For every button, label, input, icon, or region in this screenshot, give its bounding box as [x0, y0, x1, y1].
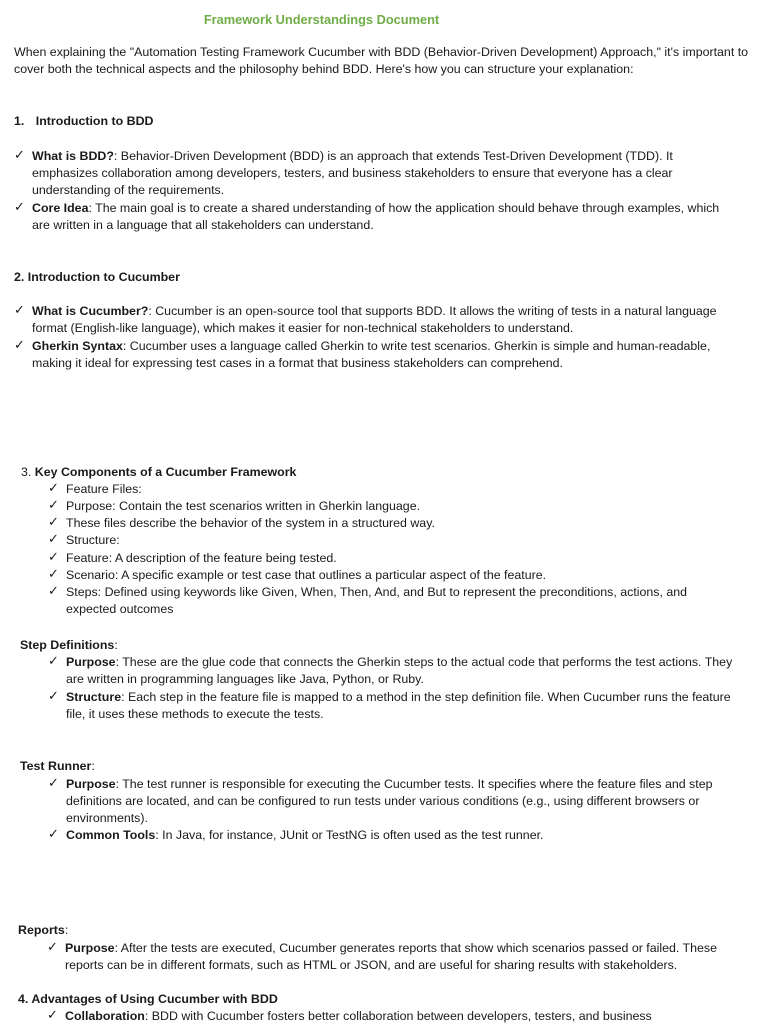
item-text: : Behavior-Driven Development (BDD) is an approach that extends Test-Driven Development (TDD). It emphasizes collaboration among developers, testers, and business stakeholders to ensure that everyone has a clear understanding of the requirements.	[32, 149, 673, 198]
item-text: : Cucumber uses a language called Gherkin to write test scenarios. Gherkin is simple and human-readable, making it ideal for expressing test cases in a format that business stakeholders can comprehend.	[32, 339, 711, 371]
checkmark-icon: ✓	[47, 1007, 58, 1022]
checkmark-icon: ✓	[14, 337, 25, 352]
item-text: : In Java, for instance, JUnit or TestNG is often used as the test runner.	[155, 828, 544, 842]
list-item	[48, 775, 756, 828]
item-term: What is BDD?	[32, 149, 114, 163]
section-4-heading: 4. Advantages of Using Cucumber with BDD	[18, 992, 278, 1006]
list-item	[48, 549, 736, 567]
checkmark-icon: ✓	[48, 531, 59, 546]
item-term: Collaboration	[65, 1009, 145, 1023]
item-text: : Cucumber is an open-source tool that supports BDD. It allows the writing of tests in a natural language format (English-like language), which makes it easier for non-technical stakeholders to understand.	[32, 304, 717, 336]
item-text: : BDD with Cucumber fosters better collaboration between developers, testers, and business	[144, 1009, 652, 1023]
reports-heading	[18, 922, 68, 939]
list-item	[14, 147, 732, 200]
test-runner-heading	[20, 758, 95, 775]
list-item	[48, 688, 748, 723]
list-item	[48, 566, 736, 584]
list-item	[48, 480, 736, 498]
item-term: Common Tools	[66, 828, 156, 842]
checkmark-icon: ✓	[48, 653, 59, 668]
section-2-heading: 2. Introduction to Cucumber	[14, 270, 180, 284]
item-text: : After the tests are executed, Cucumber generates reports that show which scenarios passed or failed. These reports can be in different formats, such as HTML or JSON, and are useful for sharing results with stakeholders.	[65, 941, 717, 973]
item-term: Core Idea	[32, 201, 89, 215]
item-term: Purpose	[66, 777, 116, 791]
item-text: : The test runner is responsible for executing the Cucumber tests. It specifies where the feature files and step definitions are located, and can be configured to run tests under various conditions (e.g., using different browsers or environments).	[66, 777, 713, 826]
list-item	[47, 939, 755, 974]
list-item	[48, 583, 736, 618]
heading-colon: :	[64, 923, 69, 937]
checkmark-icon: ✓	[48, 497, 59, 512]
item-text: Scenario: A specific example or test case that outlines a particular aspect of the feature.	[66, 568, 547, 582]
item-text: Structure:	[66, 533, 120, 547]
section-1-title: Introduction to BDD	[35, 114, 154, 128]
checkmark-icon: ✓	[48, 775, 59, 790]
list-item	[47, 1007, 755, 1025]
checkmark-icon: ✓	[47, 939, 58, 954]
item-text: : These are the glue code that connects the Gherkin steps to the actual code that performs the test actions. They are written in programming languages like Java, Python, or Ruby.	[66, 655, 733, 687]
heading-colon: :	[114, 638, 118, 652]
section-1-heading	[14, 113, 153, 130]
heading-text: Step Definitions	[20, 638, 115, 652]
list-item	[48, 497, 736, 515]
section-3-heading	[21, 464, 296, 481]
list-item	[48, 514, 736, 532]
heading-colon: :	[91, 759, 95, 773]
list-item	[48, 826, 756, 844]
checkmark-icon: ✓	[14, 147, 25, 162]
heading-text: Reports	[18, 923, 65, 937]
checkmark-icon: ✓	[48, 480, 59, 495]
step-definitions-heading	[20, 637, 118, 654]
checkmark-icon: ✓	[48, 549, 59, 564]
item-text: Steps: Defined using keywords like Given, When, Then, And, and But to represent the preconditions, actions, and expected outcomes	[66, 585, 688, 617]
item-term: What is Cucumber?	[32, 304, 149, 318]
checkmark-icon: ✓	[48, 514, 59, 529]
list-item	[14, 337, 748, 372]
item-text: Feature: A description of the feature being tested.	[66, 551, 337, 565]
item-text: Feature Files:	[66, 482, 142, 496]
heading-text: Test Runner	[20, 759, 92, 773]
item-term: Gherkin Syntax	[32, 339, 123, 353]
item-text: These files describe the behavior of the system in a structured way.	[66, 516, 435, 530]
item-term: Purpose	[66, 655, 116, 669]
item-text: Purpose: Contain the test scenarios written in Gherkin language.	[66, 499, 421, 513]
list-item	[14, 199, 732, 234]
checkmark-icon: ✓	[48, 566, 59, 581]
document-title: Framework Understandings Document	[203, 12, 440, 27]
list-item	[14, 302, 732, 337]
section-3-title: Key Components of a Cucumber Framework	[34, 465, 297, 479]
section-1-number: 1.	[14, 114, 25, 128]
intro-paragraph: When explaining the "Automation Testing Framework Cucumber with BDD (Behavior-Driven Development) Approach," it's important to cover both the technical aspects and the philosophy behind BDD. Here's how you can structure your explanation:	[14, 45, 749, 77]
item-term: Structure	[66, 690, 122, 704]
item-term: Purpose	[65, 941, 115, 955]
checkmark-icon: ✓	[14, 199, 25, 214]
checkmark-icon: ✓	[48, 826, 59, 841]
checkmark-icon: ✓	[48, 583, 59, 598]
item-text: : The main goal is to create a shared understanding of how the application should behave through examples, which are written in a language that all stakeholders can understand.	[32, 201, 720, 233]
item-text: : Each step in the feature file is mapped to a method in the step definition file. When Cucumber runs the feature file, it uses these methods to execute the tests.	[66, 690, 731, 722]
list-item	[48, 531, 736, 549]
checkmark-icon: ✓	[14, 302, 25, 317]
section-3-number: 3.	[21, 465, 32, 479]
checkmark-icon: ✓	[48, 688, 59, 703]
list-item	[48, 653, 748, 688]
